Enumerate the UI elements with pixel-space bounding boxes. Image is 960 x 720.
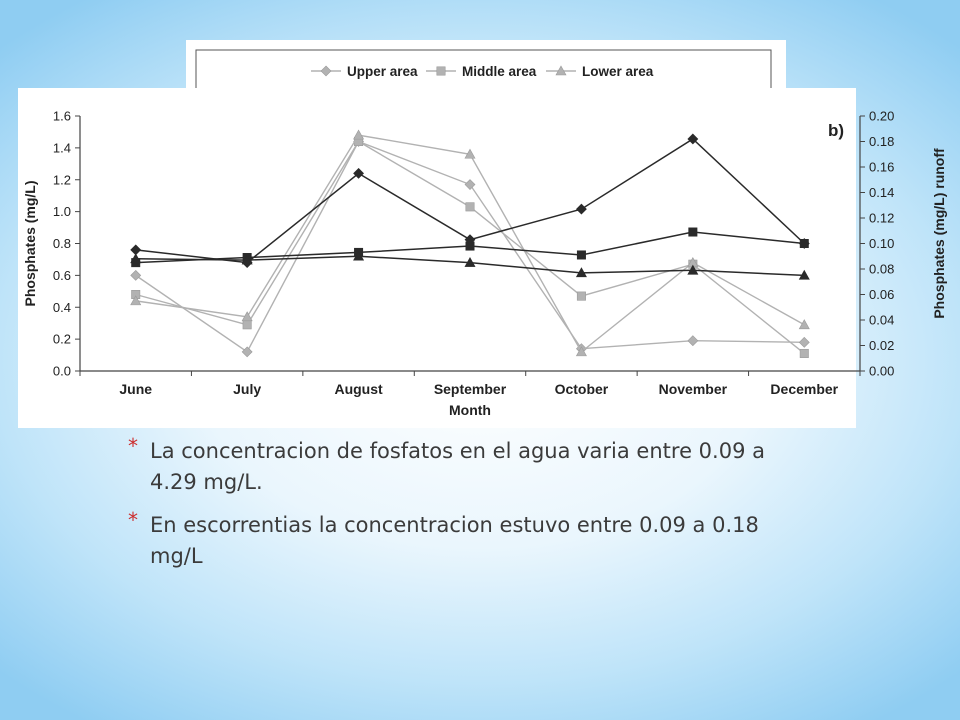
bullet-star-icon: * bbox=[128, 508, 138, 532]
data-point bbox=[131, 270, 141, 280]
left-tick-label: 1.2 bbox=[52, 172, 71, 188]
data-point bbox=[689, 228, 697, 236]
chart-panel bbox=[18, 88, 947, 428]
right-tick-label: 0.18 bbox=[869, 134, 895, 149]
x-tick-label: December bbox=[770, 381, 839, 397]
data-point bbox=[688, 336, 698, 346]
data-point bbox=[800, 349, 808, 357]
bullet-text: La concentracion de fosfatos en el agua varia entre 0.09 a 4.29 mg/L. bbox=[150, 439, 765, 494]
panel-label: b) bbox=[827, 121, 845, 140]
data-point bbox=[577, 251, 585, 259]
right-tick-label: 0.20 bbox=[869, 108, 895, 124]
data-point bbox=[354, 130, 364, 139]
right-tick-label: 0.04 bbox=[869, 312, 895, 328]
left-tick-label: 0.4 bbox=[52, 299, 71, 315]
right-tick-label: 0.10 bbox=[869, 236, 895, 251]
bullet-item bbox=[128, 510, 788, 572]
left-tick-label: 1.0 bbox=[52, 204, 71, 220]
data-point bbox=[799, 337, 809, 347]
data-point bbox=[800, 239, 808, 247]
left-tick-label: 0.2 bbox=[52, 331, 71, 347]
bullet-list bbox=[128, 436, 788, 584]
legend-label: Upper area bbox=[347, 64, 418, 79]
bullet-star-icon: * bbox=[128, 434, 138, 458]
right-tick-label: 0.06 bbox=[869, 287, 895, 302]
left-tick-label: 0.6 bbox=[52, 267, 71, 283]
left-tick-label: 1.4 bbox=[52, 140, 71, 156]
right-tick-label: 0.16 bbox=[869, 159, 895, 175]
y-axis-title-right: Phosphates (mg/L) runoff bbox=[931, 148, 947, 319]
data-point bbox=[576, 204, 586, 214]
right-tick-label: 0.00 bbox=[869, 363, 895, 379]
x-tick-label: November bbox=[658, 381, 728, 397]
legend-marker bbox=[437, 67, 445, 75]
left-tick-label: 1.6 bbox=[52, 108, 71, 124]
y-axis-title-left: Phosphates (mg/L) bbox=[22, 180, 38, 307]
legend-marker bbox=[321, 66, 331, 76]
x-tick-label: August bbox=[334, 381, 383, 397]
right-tick-label: 0.14 bbox=[869, 185, 895, 200]
chart-svg bbox=[18, 88, 947, 428]
x-axis-title: Month bbox=[449, 402, 491, 418]
data-point bbox=[243, 321, 251, 329]
x-tick-label: July bbox=[233, 381, 262, 397]
right-tick-label: 0.12 bbox=[869, 210, 895, 226]
x-tick-label: June bbox=[119, 381, 153, 397]
data-point bbox=[466, 203, 474, 211]
left-tick-label: 0.0 bbox=[52, 363, 71, 379]
x-tick-label: October bbox=[554, 381, 609, 397]
data-point bbox=[577, 292, 585, 300]
bullet-item bbox=[128, 436, 788, 498]
right-tick-label: 0.08 bbox=[869, 261, 895, 277]
bullet-text: En escorrentias la concentracion estuvo entre 0.09 a 0.18 mg/L bbox=[150, 513, 759, 568]
data-point bbox=[466, 242, 474, 250]
x-tick-label: September bbox=[433, 381, 507, 397]
data-point bbox=[242, 347, 252, 357]
data-point bbox=[799, 320, 809, 329]
legend-label: Middle area bbox=[462, 64, 537, 79]
legend-label: Lower area bbox=[582, 64, 654, 79]
left-tick-label: 0.8 bbox=[52, 236, 71, 251]
right-tick-label: 0.02 bbox=[869, 338, 895, 353]
data-point bbox=[465, 180, 475, 190]
